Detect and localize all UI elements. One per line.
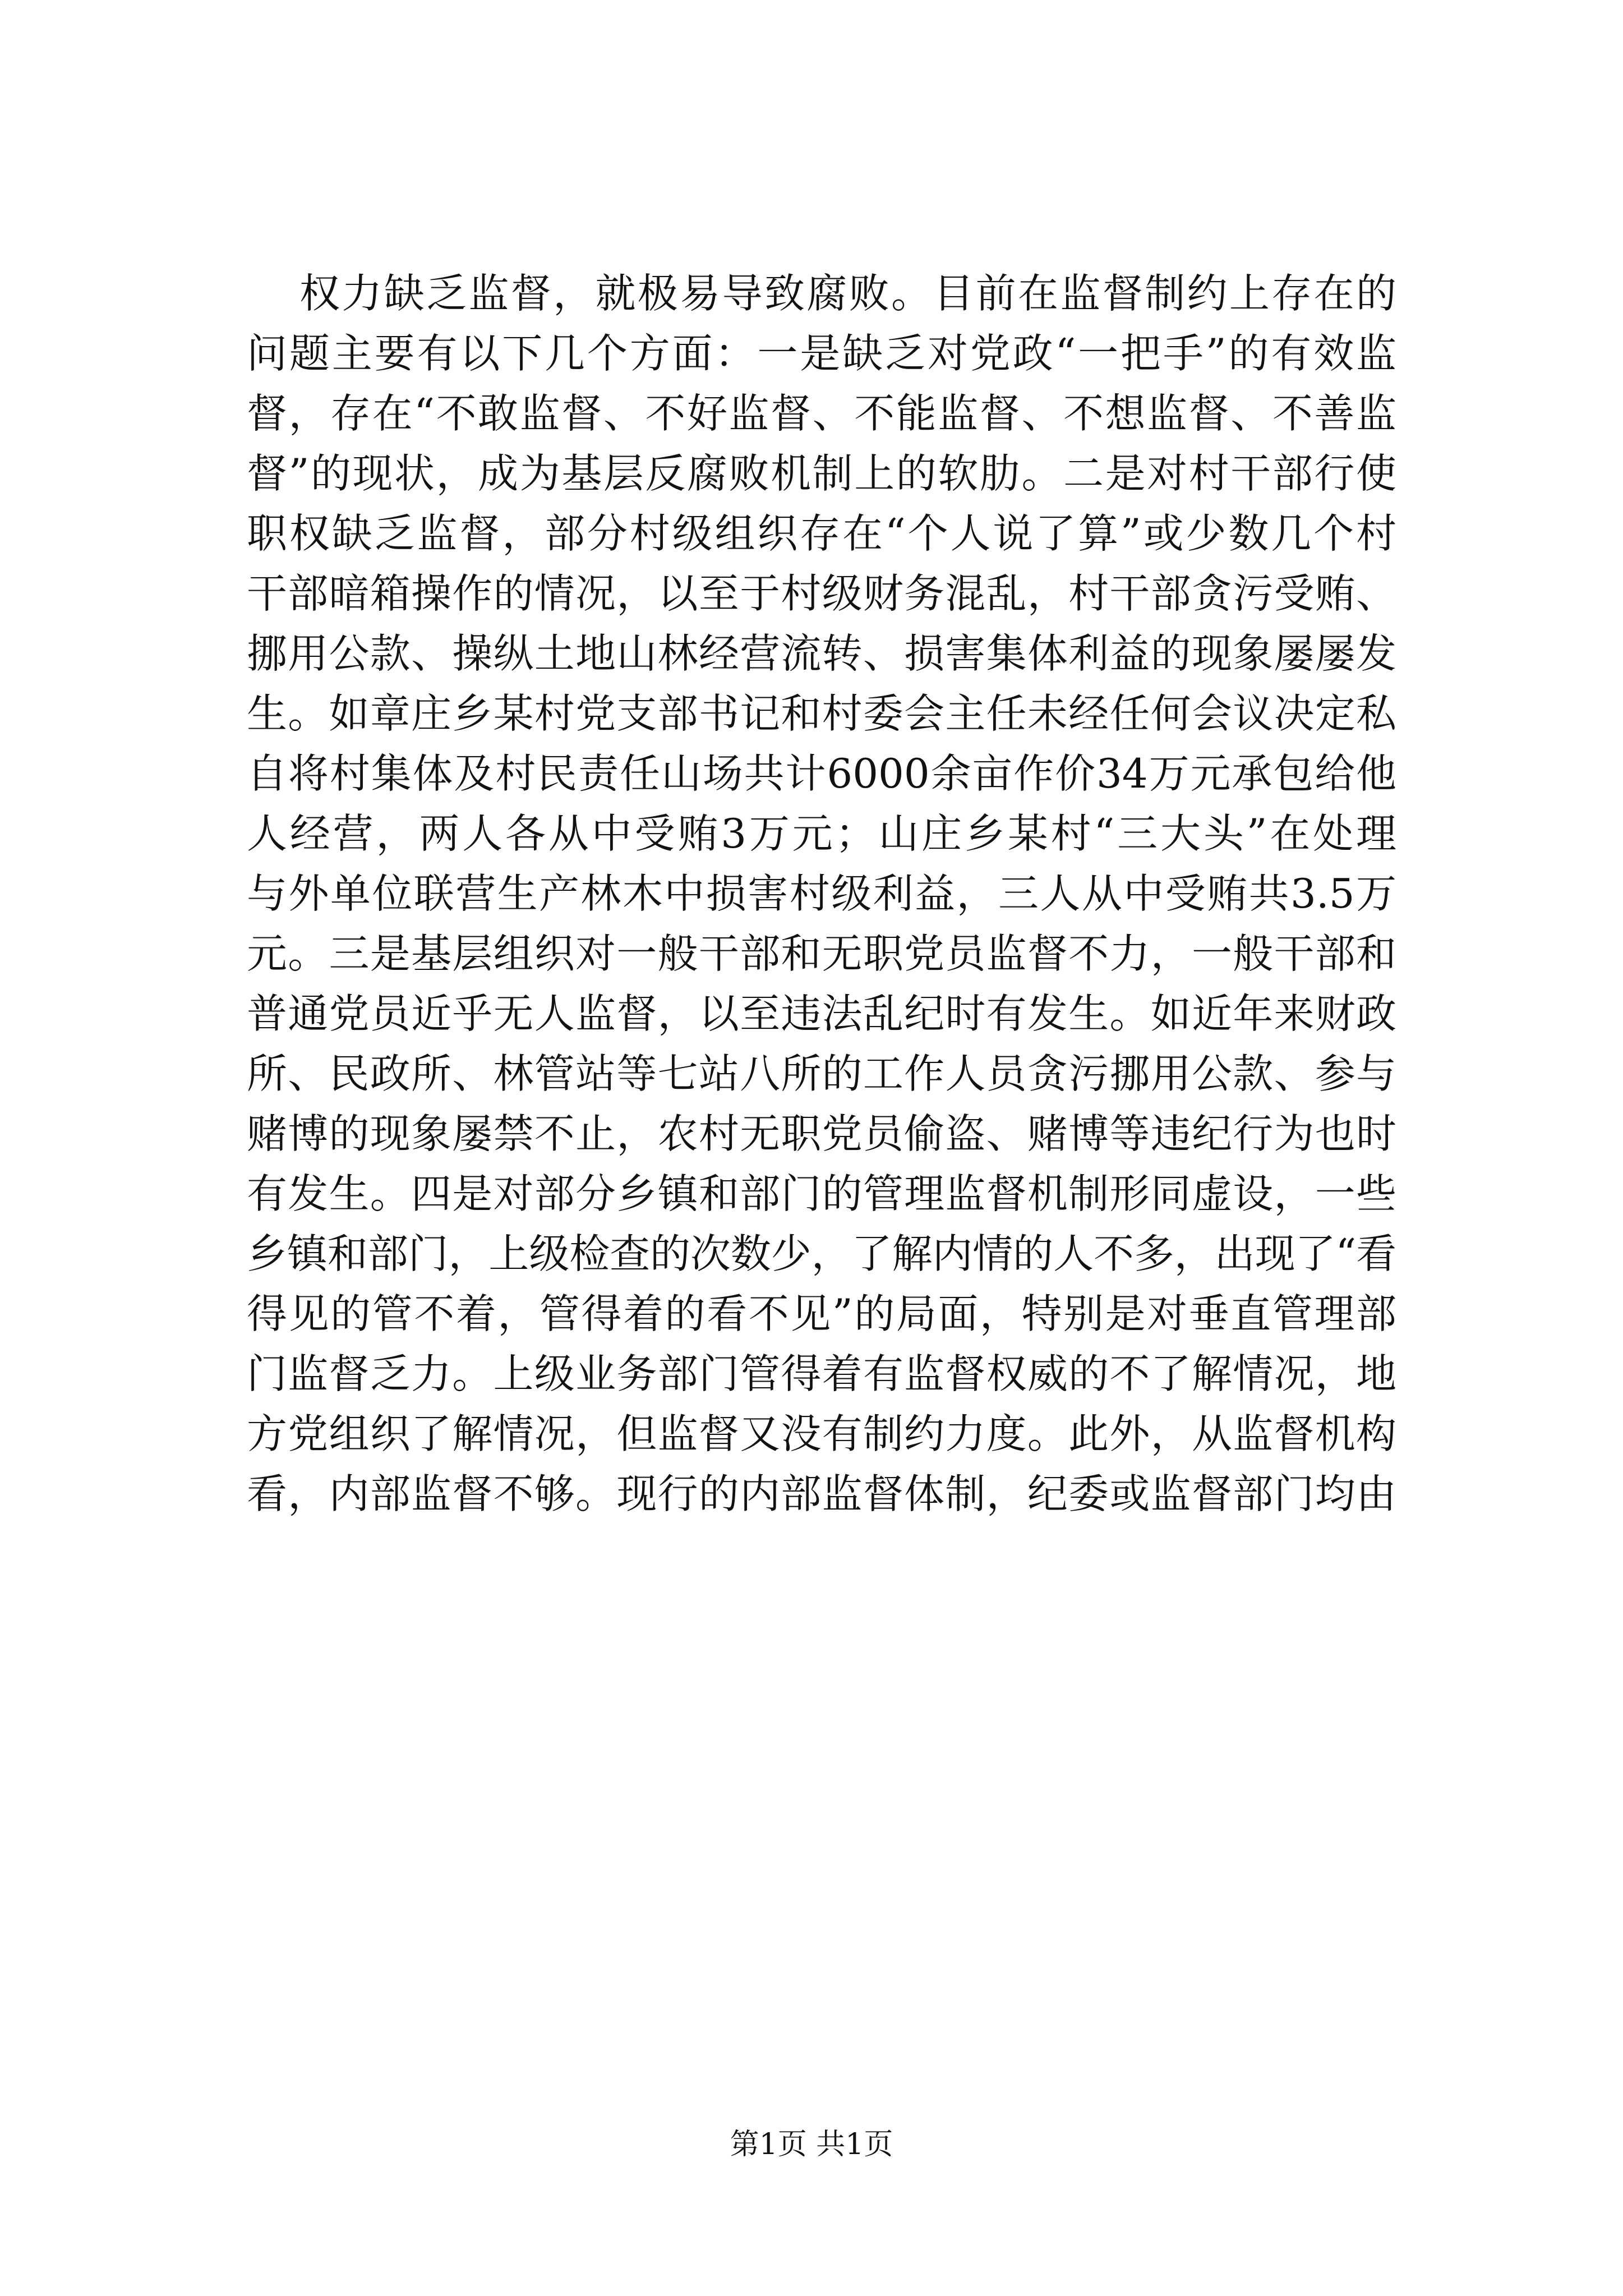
text-line: 元。三是基层组织对一般干部和无职党员监督不力，一般干部和	[247, 930, 1396, 977]
text-line: 乡镇和部门，上级检查的次数少，了解内情的人不多，出现了“看	[247, 1230, 1396, 1277]
text-line: 督，存在“不敢监督、不好监督、不能监督、不想监督、不善监	[247, 390, 1396, 437]
text-line: 职权缺乏监督，部分村级组织存在“个人说了算”或少数几个村	[247, 510, 1396, 557]
text-line: 赌博的现象屡禁不止，农村无职党员偷盗、赌博等违纪行为也时	[247, 1110, 1396, 1157]
text-line: 得见的管不着，管得着的看不见”的局面，特别是对垂直管理部	[247, 1290, 1396, 1337]
text-line: 普通党员近乎无人监督，以至违法乱纪时有发生。如近年来财政	[247, 990, 1396, 1037]
text-line: 自将村集体及村民责任山场共计6000余亩作价34万元承包给他	[247, 750, 1396, 797]
text-line: 挪用公款、操纵土地山林经营流转、损害集体利益的现象屡屡发	[247, 630, 1396, 677]
text-line: 人经营，两人各从中受贿3万元；山庄乡某村“三大头”在处理	[247, 810, 1396, 857]
text-line: 干部暗箱操作的情况，以至于村级财务混乱，村干部贪污受贿、	[247, 570, 1396, 617]
text-line: 方党组织了解情况，但监督又没有制约力度。此外，从监督机构	[247, 1410, 1396, 1457]
text-line: 看，内部监督不够。现行的内部监督体制，纪委或监督部门均由	[247, 1470, 1396, 1517]
page-footer: 第1页 共1页	[730, 2128, 893, 2161]
text-line: 督”的现状，成为基层反腐败机制上的软肋。二是对村干部行使	[247, 450, 1396, 497]
text-line: 有发生。四是对部分乡镇和部门的管理监督机制形同虚设，一些	[247, 1170, 1396, 1217]
text-line: 生。如章庄乡某村党支部书记和村委会主任未经任何会议决定私	[247, 690, 1396, 737]
text-line: 问题主要有以下几个方面：一是缺乏对党政“一把手”的有效监	[247, 330, 1396, 377]
text-line: 权力缺乏监督，就极易导致腐败。目前在监督制约上存在的	[299, 270, 1396, 317]
text-line: 门监督乏力。上级业务部门管得着有监督权威的不了解情况，地	[247, 1350, 1396, 1397]
text-line: 与外单位联营生产林木中损害村级利益，三人从中受贿共3.5万	[247, 870, 1396, 917]
text-line: 所、民政所、林管站等七站八所的工作人员贪污挪用公款、参与	[247, 1050, 1396, 1097]
body-paragraph	[247, 264, 1396, 1524]
